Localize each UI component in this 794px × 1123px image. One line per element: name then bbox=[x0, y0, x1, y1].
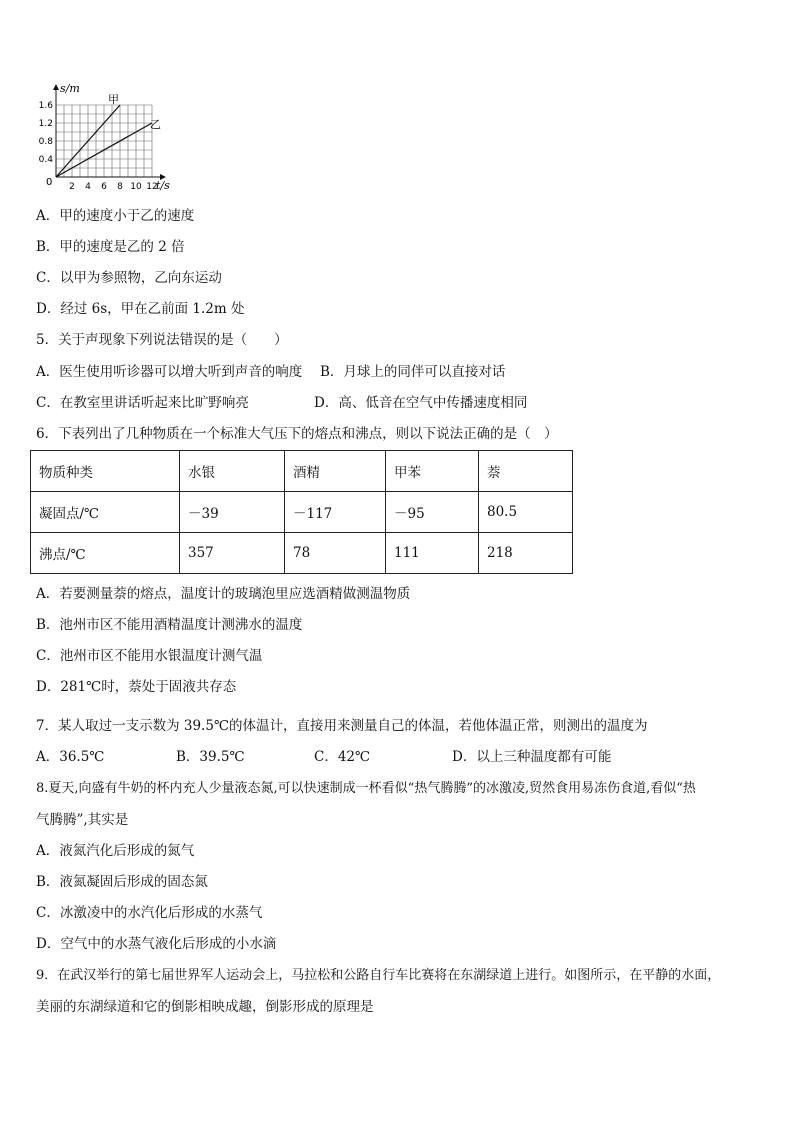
x-tick-label: 12 bbox=[146, 182, 158, 192]
q6-option-b: B．池州市区不能用酒精温度计测沸水的温度 bbox=[36, 617, 303, 633]
y-axis-arrow bbox=[53, 84, 59, 90]
x-axis-label: t/s bbox=[156, 179, 170, 192]
q7-stem: 7．某人取过一支示数为 39.5℃的体温计，直接用来测量自己的体温，若他体温正常，则测出的温度为 bbox=[36, 718, 648, 734]
q5-option-a: A．医生使用听诊器可以增大听到声音的响度 bbox=[36, 364, 303, 380]
q8-option-a: A．液氮汽化后形成的氮气 bbox=[36, 843, 195, 859]
q9-stem-line1: 9．在武汉举行的第七届世界军人运动会上，马拉松和公路自行车比赛将在东湖绿道上进行。如图所示，在平静的水面， bbox=[36, 968, 721, 983]
q4-option-a: A．甲的速度小于乙的速度 bbox=[36, 208, 195, 224]
table-cell: －39 bbox=[180, 492, 285, 533]
x-tick-label: 4 bbox=[85, 182, 91, 192]
q8-option-c: C．冰激凌中的水汽化后形成的水蒸气 bbox=[36, 905, 263, 921]
graph-grid bbox=[56, 105, 152, 177]
table-cell: 甲苯 bbox=[386, 451, 479, 492]
x-tick-label: 2 bbox=[69, 182, 75, 192]
table-cell: 111 bbox=[386, 533, 479, 574]
origin-label: 0 bbox=[46, 177, 53, 188]
q5-option-d: D．高、低音在空气中传播速度相同 bbox=[314, 395, 528, 411]
y-tick-label: 0.4 bbox=[38, 155, 53, 165]
melting-boiling-table bbox=[30, 450, 573, 574]
q8-option-b: B．液氮凝固后形成的固态氮 bbox=[36, 874, 208, 890]
q4-option-c: C．以甲为参照物，乙向东运动 bbox=[36, 270, 222, 286]
y-tick-label: 1.6 bbox=[38, 101, 53, 111]
table-cell: 80.5 bbox=[479, 492, 573, 533]
table-cell: 酒精 bbox=[285, 451, 386, 492]
q7-option-d: D．以上三种温度都有可能 bbox=[452, 749, 612, 765]
q5-stem: 5．关于声现象下列说法错误的是（ ） bbox=[36, 332, 288, 348]
table-cell: －95 bbox=[386, 492, 479, 533]
table-cell: 物质种类 bbox=[31, 451, 180, 492]
q7-option-b: B．39.5℃ bbox=[176, 749, 245, 765]
q8-stem-line1: 8.夏天,向盛有牛奶的杯内充人少量液态氮,可以快速制成一杯看似“热气腾腾”的冰激凌,贸然食用易冻伤食道,看似“热 bbox=[36, 781, 696, 796]
line-jia-label: 甲 bbox=[108, 93, 119, 106]
table-row bbox=[31, 451, 573, 492]
x-tick-label: 10 bbox=[130, 182, 142, 192]
y-axis-label: s/m bbox=[60, 82, 80, 95]
q5-option-c: C．在教室里讲话听起来比旷野响亮 bbox=[36, 395, 249, 411]
table-cell: 萘 bbox=[479, 451, 573, 492]
table-cell: 218 bbox=[479, 533, 573, 574]
table-cell: 凝固点/℃ bbox=[31, 492, 180, 533]
table-cell: 水银 bbox=[180, 451, 285, 492]
q6-stem: 6．下表列出了几种物质在一个标准大气压下的熔点和沸点，则以下说法正确的是（ ） bbox=[36, 426, 558, 442]
s-t-graph bbox=[36, 80, 186, 195]
table-cell: 78 bbox=[285, 533, 386, 574]
q8-stem-line2: 气腾腾”,其实是 bbox=[36, 812, 129, 828]
y-tick-label: 0.8 bbox=[38, 137, 53, 147]
q5-option-b: B．月球上的同伴可以直接对话 bbox=[320, 364, 506, 380]
x-tick-label: 6 bbox=[101, 182, 107, 192]
table-cell: 357 bbox=[180, 533, 285, 574]
q4-option-d: D．经过 6s，甲在乙前面 1.2m 处 bbox=[36, 301, 245, 317]
x-tick-label: 8 bbox=[117, 182, 123, 192]
q7-option-a: A．36.5℃ bbox=[36, 749, 105, 765]
line-yi-label: 乙 bbox=[150, 118, 161, 131]
q4-option-b: B．甲的速度是乙的 2 倍 bbox=[36, 239, 185, 255]
table-row bbox=[31, 492, 573, 533]
q8-option-d: D．空气中的水蒸气液化后形成的小水滴 bbox=[36, 936, 277, 952]
q9-stem-line2: 美丽的东湖绿道和它的倒影相映成趣，倒影形成的原理是 bbox=[36, 999, 374, 1015]
table-row bbox=[31, 533, 573, 574]
table-cell: 沸点/℃ bbox=[31, 533, 180, 574]
graph-ticks bbox=[39, 101, 158, 192]
q6-option-a: A．若要测量萘的熔点，温度计的玻璃泡里应选酒精做测温物质 bbox=[36, 586, 411, 602]
q7-option-c: C．42℃ bbox=[314, 749, 371, 765]
q6-option-c: C．池州市区不能用水银温度计测气温 bbox=[36, 648, 263, 664]
q6-option-d: D．281℃时，萘处于固液共存态 bbox=[36, 679, 237, 695]
y-tick-label: 1.2 bbox=[38, 119, 53, 129]
table-cell: －117 bbox=[285, 492, 386, 533]
